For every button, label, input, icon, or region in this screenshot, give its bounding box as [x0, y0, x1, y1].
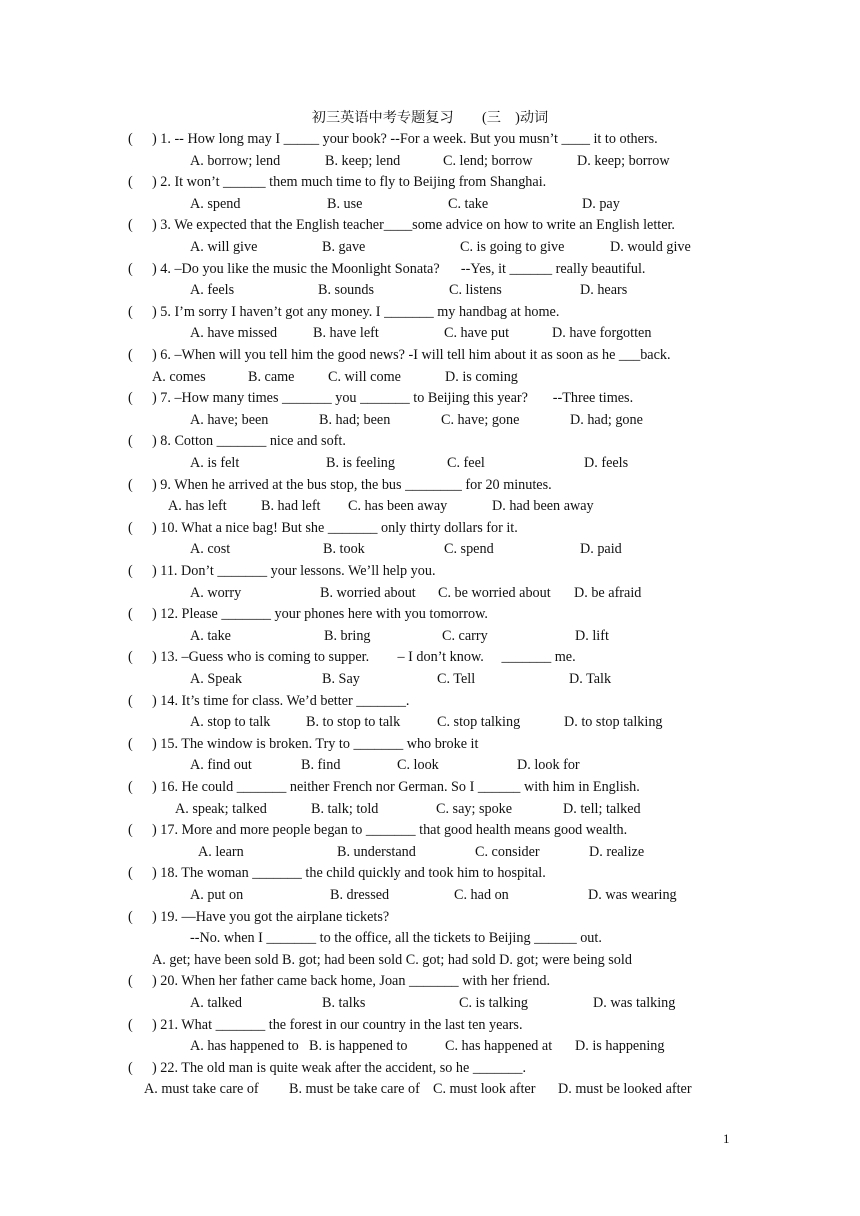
question-line	[128, 972, 550, 990]
option-d: D. be afraid	[574, 584, 642, 601]
option-c: C. have; gone	[441, 411, 520, 428]
option-a: A. speak; talked	[175, 800, 267, 817]
option-d: D. is happening	[575, 1038, 665, 1055]
question-text: ) 21. What _______ the forest in our country in the last ten years.	[152, 1016, 523, 1033]
option-a: A. Speak	[190, 671, 243, 687]
option-b: B. sounds	[318, 282, 374, 299]
option-d: D. look for	[517, 757, 580, 774]
option-c: C. will come	[328, 368, 401, 385]
question-text: ) 8. Cotton _______ nice and soft.	[152, 433, 346, 450]
question-line	[128, 864, 546, 882]
answer-blank[interactable]: (	[128, 260, 133, 277]
option-a: A. put on	[190, 887, 244, 903]
option-c: C. carry	[442, 627, 488, 644]
answer-blank[interactable]: (	[128, 433, 133, 450]
option-a: A. stop to talk	[190, 714, 271, 731]
question-text: ) 10. What a nice bag! But she _______ only thirty dollars for it.	[152, 519, 518, 536]
option-b: B. keep; lend	[325, 152, 401, 169]
answer-blank[interactable]: (	[128, 606, 133, 623]
question-text: ) 16. He could _______ neither French nor German. So I ______ with him in English.	[152, 779, 640, 795]
answer-blank[interactable]: (	[128, 303, 133, 320]
option-a: A. talked	[190, 995, 243, 1011]
option-d: D. pay	[582, 195, 620, 212]
option-c: C. listens	[449, 282, 502, 299]
question-text: ) 1. -- How long may I _____ your book? --For a week. But you musn’t ____ it to others.	[152, 131, 658, 147]
option-d: D. to stop talking	[564, 714, 663, 731]
question-line	[128, 346, 671, 364]
question-text: ) 20. When her father came back home, Joan _______ with her friend.	[152, 973, 551, 990]
option-a: A. has left	[168, 498, 227, 515]
answer-blank[interactable]: (	[128, 131, 133, 147]
answer-blank[interactable]: (	[128, 563, 133, 579]
option-a: A. spend	[190, 195, 241, 212]
option-b: B. came	[248, 368, 295, 385]
option-c: C. has been away	[348, 498, 448, 515]
option-d: D. had been away	[492, 498, 594, 515]
option-c: C. have put	[444, 325, 510, 342]
question-line	[128, 1059, 526, 1077]
question-text: ) 11. Don’t _______ your lessons. We’ll help you.	[152, 563, 436, 579]
question-text: ) 17. More and more people began to _______ that good health means good wealth.	[152, 822, 628, 839]
option-c: C. is talking	[459, 995, 528, 1011]
option-a: A. learn	[198, 843, 244, 860]
question-subline: --No. when I _______ to the office, all the tickets to Beijing ______ out.	[190, 930, 602, 947]
question-text: ) 3. We expected that the English teacher____some advice on how to write an English letter.	[152, 217, 675, 234]
option-c: C. had on	[454, 887, 509, 903]
answer-blank[interactable]: (	[128, 822, 133, 839]
option-d: D. had; gone	[570, 411, 643, 428]
answer-blank[interactable]: (	[128, 779, 133, 795]
option-c: C. look	[397, 757, 439, 774]
option-d: D. would give	[610, 239, 691, 255]
question-line	[128, 130, 658, 148]
answer-blank[interactable]: (	[128, 649, 133, 666]
option-a: A. is felt	[190, 455, 240, 471]
page-title: 初三英语中考专题复习 (三 )动词	[311, 110, 549, 126]
option-b: B. took	[323, 541, 365, 558]
option-d: D. feels	[584, 455, 629, 471]
answer-blank[interactable]: (	[128, 865, 133, 882]
question-text: ) 5. I’m sorry I haven’t got any money. I _______ my handbag at home.	[152, 303, 560, 320]
option-a: A. find out	[190, 757, 252, 774]
answer-blank[interactable]: (	[128, 390, 133, 407]
question-line	[128, 908, 389, 926]
question-text: ) 2. It won’t ______ them much time to fly to Beijing from Shanghai.	[152, 174, 547, 191]
question-line	[128, 303, 559, 321]
option-b: B. gave	[322, 239, 366, 255]
answer-blank[interactable]: (	[128, 519, 133, 536]
option-d: D. is coming	[445, 368, 518, 385]
option-c: C. take	[448, 195, 489, 212]
option-d: D. was talking	[593, 995, 676, 1011]
question-text: ) 13. –Guess who is coming to supper. – I don’t know. _______ me.	[152, 649, 576, 666]
question-text: ) 7. –How many times _______ you _______ to Beijing this year? --Three times.	[152, 390, 634, 407]
question-line	[128, 476, 552, 494]
option-c: C. spend	[444, 541, 494, 558]
option-b: B. find	[301, 757, 341, 774]
option-c: C. be worried about	[438, 584, 551, 601]
option-a: A. have missed	[190, 325, 278, 342]
question-line	[128, 1016, 523, 1034]
option-c: C. stop talking	[437, 714, 521, 731]
option-b: B. have left	[313, 325, 379, 342]
page-number: 1	[723, 1131, 730, 1146]
question-line	[128, 605, 488, 623]
option-b: B. had left	[261, 498, 321, 515]
question-text: ) 22. The old man is quite weak after the accident, so he _______.	[152, 1059, 527, 1076]
question-line	[128, 735, 478, 753]
option-c: C. feel	[447, 455, 485, 471]
answer-blank[interactable]: (	[128, 1059, 133, 1076]
answer-blank[interactable]: (	[128, 735, 133, 752]
question-text: ) 18. The woman _______ the child quickly and took him to hospital.	[152, 865, 546, 882]
option-b: B. talk; told	[311, 800, 379, 817]
question-line	[128, 778, 640, 796]
option-d: D. have forgotten	[552, 325, 652, 342]
option-c: C. say; spoke	[436, 800, 513, 817]
question-text: ) 4. –Do you like the music the Moonlight Sonata? --Yes, it ______ really beautiful.	[152, 260, 646, 277]
option-d: D. paid	[580, 541, 622, 558]
option-d: D. must be looked after	[558, 1081, 692, 1098]
option-b: B. understand	[337, 843, 416, 860]
answer-blank[interactable]: (	[128, 692, 133, 709]
question-text: ) 6. –When will you tell him the good news? -I will tell him about it as soon as he ___back.	[152, 347, 671, 363]
option-a: A. comes	[152, 368, 206, 385]
option-b: B. to stop to talk	[306, 714, 401, 731]
option-c: C. has happened at	[445, 1038, 553, 1055]
option-a: A. borrow; lend	[190, 152, 281, 169]
option-a: A. has happened to	[190, 1038, 299, 1055]
answer-blank[interactable]: (	[128, 217, 133, 234]
option-d: D. was wearing	[588, 887, 677, 903]
option-a: A. cost	[190, 541, 231, 558]
option-b: B. must be take care of	[289, 1081, 420, 1098]
answer-blank[interactable]: (	[128, 973, 133, 990]
option-b: B. is happened to	[309, 1038, 408, 1055]
question-line	[128, 648, 576, 666]
answer-blank[interactable]: (	[128, 347, 133, 363]
answer-blank[interactable]: (	[128, 908, 133, 925]
question-text: ) 15. The window is broken. Try to _______ who broke it	[152, 735, 479, 752]
question-line	[128, 562, 436, 580]
option-b: B. use	[327, 195, 363, 212]
option-c: C. must look after	[433, 1081, 536, 1098]
option-c: C. is going to give	[460, 239, 565, 255]
question-line	[128, 519, 518, 537]
question-line	[128, 389, 633, 407]
option-a: A. will give	[190, 239, 258, 255]
option-b: B. talks	[322, 995, 366, 1011]
question-line	[128, 173, 546, 191]
options-line: A. get; have been sold B. got; had been sold C. got; had sold D. got; were being sold	[152, 951, 632, 968]
question-line	[128, 692, 409, 710]
option-b: B. dressed	[330, 887, 390, 903]
question-text: ) 12. Please _______ your phones here with you tomorrow.	[152, 606, 488, 623]
question-line	[128, 821, 627, 839]
option-d: D. realize	[589, 843, 645, 860]
option-a: A. feels	[190, 282, 235, 299]
option-d: D. hears	[580, 282, 628, 299]
option-d: D. tell; talked	[563, 800, 641, 817]
option-b: B. bring	[324, 627, 371, 644]
option-c: C. lend; borrow	[443, 152, 533, 169]
option-d: D. keep; borrow	[577, 152, 670, 169]
option-c: C. Tell	[437, 671, 476, 687]
question-text: ) 14. It’s time for class. We’d better _______.	[152, 692, 410, 709]
option-b: B. had; been	[319, 411, 391, 428]
option-c: C. consider	[475, 843, 540, 860]
answer-blank[interactable]: (	[128, 476, 133, 493]
option-b: B. Say	[322, 671, 360, 687]
option-b: B. is feeling	[326, 455, 395, 471]
option-a: A. have; been	[190, 411, 269, 428]
question-line	[128, 432, 346, 450]
answer-blank[interactable]: (	[128, 174, 133, 191]
option-a: A. must take care of	[144, 1081, 259, 1098]
option-d: D. Talk	[569, 671, 612, 687]
option-b: B. worried about	[320, 584, 416, 601]
question-text: ) 19. —Have you got the airplane tickets?	[152, 908, 390, 925]
option-a: A. worry	[190, 584, 242, 601]
answer-blank[interactable]: (	[128, 1016, 133, 1033]
question-line	[128, 260, 645, 278]
question-text: ) 9. When he arrived at the bus stop, the bus ________ for 20 minutes.	[152, 476, 552, 493]
question-line	[128, 216, 675, 234]
option-a: A. take	[190, 627, 231, 644]
option-d: D. lift	[575, 627, 609, 644]
